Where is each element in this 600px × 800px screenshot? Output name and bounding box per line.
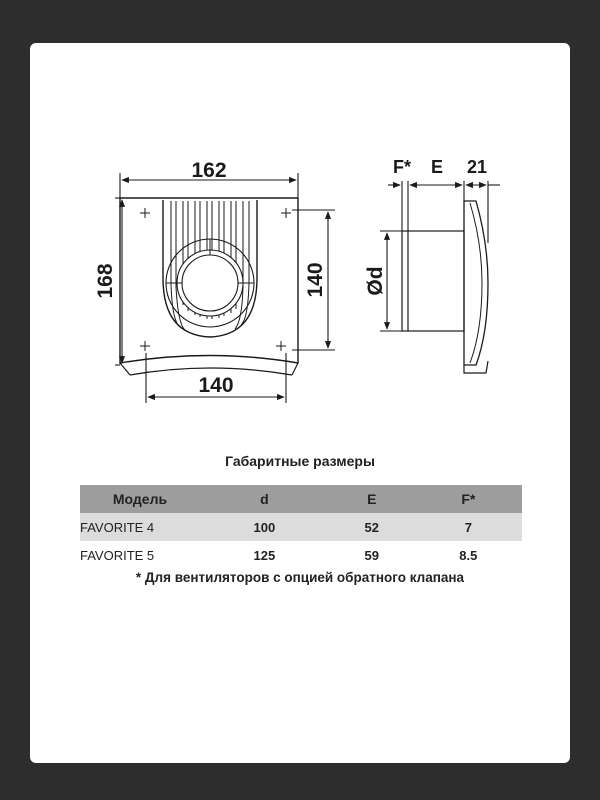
- dimension-right-height: 140: [304, 262, 327, 298]
- dimension-left-height: 168: [94, 263, 117, 299]
- dimension-bottom-width: 140: [198, 374, 234, 397]
- cell-e: 59: [364, 547, 379, 563]
- table-header-row: [80, 485, 522, 513]
- table-row: [80, 541, 522, 569]
- header-d: d: [200, 485, 329, 513]
- table-title: Габаритные размеры: [225, 453, 375, 469]
- cell-d: 100: [200, 513, 329, 541]
- technical-drawing: [30, 43, 570, 443]
- dimension-side-depth: 21: [466, 157, 488, 177]
- dimension-side-diameter: Ød: [364, 266, 387, 296]
- side-dimension-lines: [380, 181, 500, 331]
- dimension-side-e: E: [430, 157, 444, 177]
- dimension-top-width: 162: [191, 159, 227, 182]
- table-row: [80, 513, 522, 541]
- dimensions-table: [80, 485, 522, 569]
- header-e: E: [329, 485, 415, 513]
- footnote: * Для вентиляторов с опцией обратного клапана: [135, 570, 465, 585]
- cell-f: 8.5: [459, 547, 478, 563]
- cell-d: 125: [253, 547, 276, 563]
- cell-e: 52: [329, 513, 415, 541]
- header-model: Модель: [80, 485, 200, 513]
- side-view: [402, 201, 488, 373]
- dimension-side-f: F*: [393, 157, 411, 177]
- header-f: F*: [415, 485, 522, 513]
- cell-model: FAVORITE 5: [80, 547, 155, 563]
- cell-model: FAVORITE 4: [80, 513, 200, 541]
- front-view: [120, 198, 298, 375]
- cell-f: 7: [415, 513, 522, 541]
- diagram-card: [30, 43, 570, 763]
